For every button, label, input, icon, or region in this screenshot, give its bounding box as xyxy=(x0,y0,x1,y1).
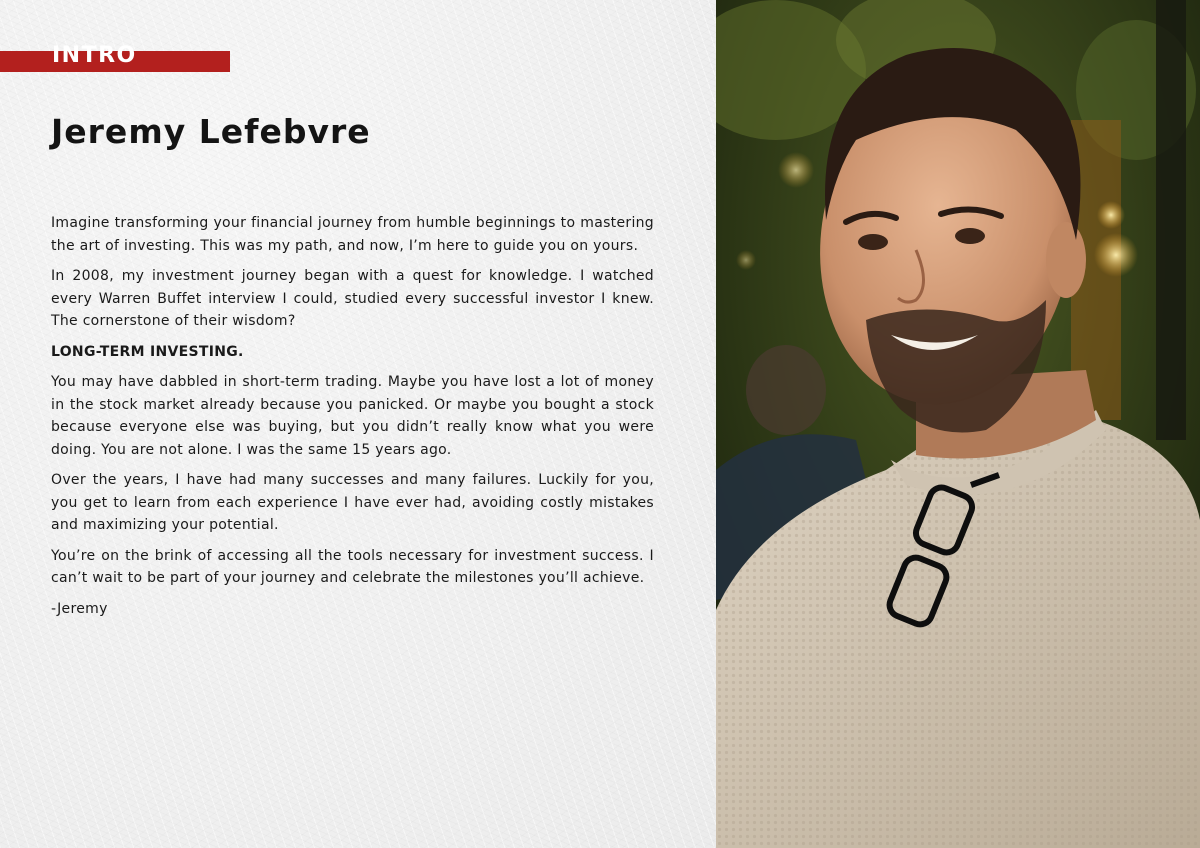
intro-body xyxy=(51,212,654,628)
paragraph-experience: Over the years, I have had many successes and many failures. Luckily for you, you get to learn from each experience I have ever had, avoiding costly mistakes and maximizing your potential. xyxy=(51,472,654,533)
paragraph-closing: You’re on the brink of accessing all the tools necessary for investment success. I can’t wait to be part of your journey and celebrate the milestones you’ll achieve. xyxy=(51,547,654,586)
paragraph-emphasis: LONG-TERM INVESTING. xyxy=(51,343,244,360)
paragraph-journey: In 2008, my investment journey began with a quest for knowledge. I watched every Warren Buffet interview I could, studied every successful investor I knew. The cornerstone of their wisdom? xyxy=(51,268,654,329)
author-name: Jeremy Lefebvre xyxy=(51,112,371,151)
section-label: INTRO xyxy=(52,43,137,68)
author-photo xyxy=(716,0,1200,848)
paragraph-intro: Imagine transforming your financial journey from humble beginnings to mastering the art of investing. This was my path, and now, I’m here to guide you on yours. xyxy=(51,215,654,254)
paragraph-trading: You may have dabbled in short-term trading. Maybe you have lost a lot of money in the stock market already because you panicked. Or maybe you bought a stock because everyone else was buying, but you didn’t really know what you were doing. You are not alone. I was the same 15 years ago. xyxy=(51,374,654,458)
section-tag xyxy=(0,43,230,72)
signature: -Jeremy xyxy=(51,600,108,617)
